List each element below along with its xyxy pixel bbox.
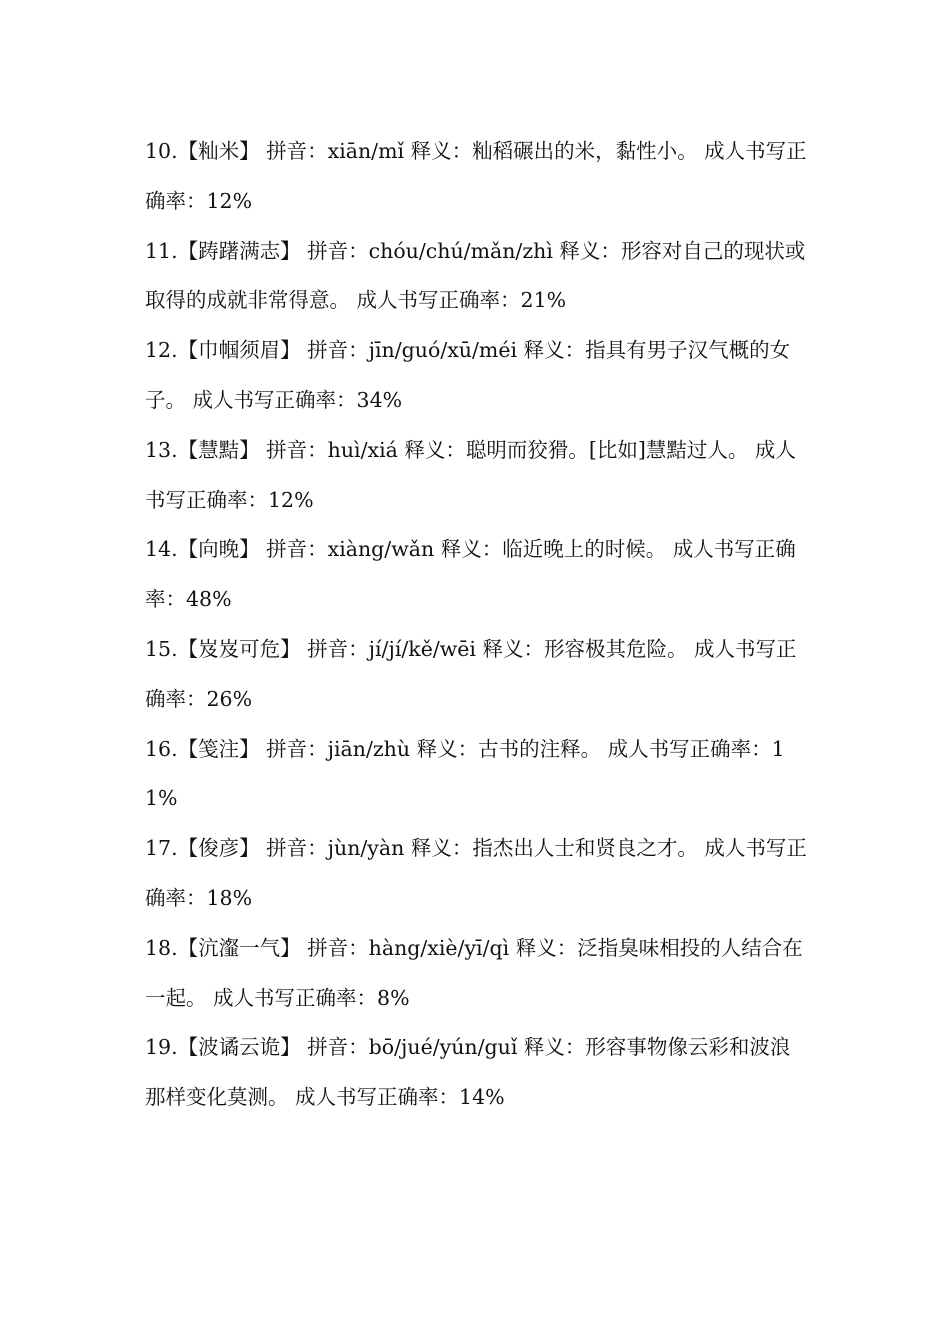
meaning-label: 释义： — [475, 636, 545, 661]
list-item — [145, 426, 810, 526]
accuracy-label: 成人书写正确率： — [288, 1085, 460, 1110]
pinyin-label: 拼音： — [300, 238, 369, 263]
pinyin-label: 拼音： — [259, 139, 328, 163]
meaning-label: 释义： — [509, 935, 578, 960]
accuracy-value: 18% — [206, 885, 253, 910]
meaning-value: 指具有男子汉气概的女子。 — [145, 338, 791, 412]
pinyin-value: huì/xiá — [327, 437, 398, 462]
entry-word: 【岌岌可危】 — [177, 636, 301, 661]
accuracy-label: 成人书写正确率： — [145, 139, 807, 213]
accuracy-label: 成人书写正确率： — [350, 288, 521, 313]
accuracy-label: 成人书写正确率： — [145, 836, 807, 910]
pinyin-value: jí/jí/kě/wēi — [368, 636, 476, 661]
list-item — [145, 326, 810, 426]
meaning-label: 释义： — [397, 437, 466, 462]
meaning-value: 形容事物像云彩和波浪那样变化莫测。 — [145, 1035, 791, 1110]
list-item — [145, 1023, 810, 1123]
entry-word: 【踌躇满志】 — [177, 238, 301, 263]
entry-list — [145, 127, 810, 1123]
accuracy-value: 48% — [186, 587, 232, 612]
accuracy-value: 12% — [206, 188, 253, 213]
entry-number: 15. — [145, 636, 178, 661]
accuracy-value: 34% — [356, 387, 403, 412]
list-item — [145, 127, 810, 227]
meaning-label: 释义： — [434, 537, 503, 562]
entry-number: 17. — [145, 836, 178, 861]
pinyin-value: bō/jué/yún/guǐ — [368, 1035, 518, 1060]
accuracy-label: 成人书写正确率： — [206, 985, 378, 1010]
entry-number: 16. — [145, 736, 178, 761]
meaning-value: 形容极其危险。 — [544, 636, 688, 661]
entry-word: 【沆瀣一气】 — [177, 935, 301, 960]
entry-word: 【俊彦】 — [177, 836, 260, 861]
entry-word: 【向晚】 — [177, 537, 260, 562]
pinyin-value: chóu/chú/mǎn/zhì — [368, 238, 553, 263]
meaning-value: 籼稻碾出的米，黏性小。 — [472, 139, 698, 163]
accuracy-value: 26% — [206, 686, 253, 711]
pinyin-value: xiàng/wǎn — [327, 537, 435, 562]
meaning-label: 释义： — [404, 836, 473, 861]
pinyin-label: 拼音： — [259, 537, 328, 562]
list-item — [145, 525, 810, 625]
entry-word: 【籼米】 — [177, 139, 260, 163]
entry-number: 14. — [145, 537, 178, 562]
meaning-label: 释义： — [517, 1035, 586, 1060]
list-item — [145, 824, 810, 924]
accuracy-label: 成人书写正确率： — [186, 387, 357, 412]
list-item — [145, 725, 810, 825]
entry-word: 【波谲云诡】 — [177, 1035, 301, 1060]
entry-number: 13. — [145, 437, 178, 462]
entry-number: 12. — [145, 338, 178, 363]
meaning-label: 释义： — [410, 736, 479, 761]
pinyin-value: jiān/zhù — [327, 736, 411, 761]
meaning-value: 形容对自己的现状或取得的成就非常得意。 — [145, 238, 806, 313]
pinyin-label: 拼音： — [259, 836, 328, 861]
list-item — [145, 924, 810, 1024]
entry-number: 10. — [145, 139, 178, 163]
pinyin-label: 拼音： — [259, 437, 328, 462]
accuracy-value: 12% — [268, 487, 314, 512]
pinyin-value: xiān/mǐ — [327, 139, 405, 163]
accuracy-label: 成人书写正确率： — [601, 736, 772, 761]
accuracy-label: 成人书写正确率： — [145, 437, 796, 512]
pinyin-value: jīn/guó/xū/méi — [368, 338, 518, 363]
pinyin-value: jùn/yàn — [327, 836, 405, 861]
entry-word: 【慧黠】 — [177, 437, 260, 462]
list-item — [145, 227, 810, 327]
accuracy-value: 14% — [459, 1085, 505, 1110]
entry-number: 11. — [145, 238, 178, 263]
list-item — [145, 625, 810, 725]
accuracy-label: 成人书写正确率： — [145, 537, 796, 612]
pinyin-label: 拼音： — [259, 736, 328, 761]
pinyin-value: hàng/xiè/yī/qì — [368, 935, 510, 960]
pinyin-label: 拼音： — [300, 1035, 369, 1060]
entry-number: 19. — [145, 1035, 178, 1060]
meaning-value: 指杰出人士和贤良之才。 — [472, 836, 698, 861]
accuracy-value: 21% — [520, 288, 567, 313]
meaning-value: 古书的注释。 — [478, 736, 602, 761]
meaning-label: 释义： — [404, 139, 473, 163]
meaning-value: 聪明而狡猾。[比如]慧黠过人。 — [465, 437, 749, 462]
meaning-value: 泛指臭味相投的人结合在一起。 — [145, 935, 803, 1010]
meaning-value: 临近晚上的时候。 — [502, 537, 667, 562]
accuracy-label: 成人书写正确率： — [145, 636, 797, 711]
accuracy-value: 11% — [145, 736, 785, 811]
pinyin-label: 拼音： — [300, 636, 369, 661]
entry-word: 【巾帼须眉】 — [177, 338, 301, 363]
accuracy-value: 8% — [377, 985, 410, 1010]
pinyin-label: 拼音： — [300, 338, 369, 363]
meaning-label: 释义： — [552, 238, 621, 263]
entry-word: 【笺注】 — [177, 736, 260, 761]
meaning-label: 释义： — [517, 338, 586, 363]
entry-number: 18. — [145, 935, 178, 960]
pinyin-label: 拼音： — [300, 935, 369, 960]
